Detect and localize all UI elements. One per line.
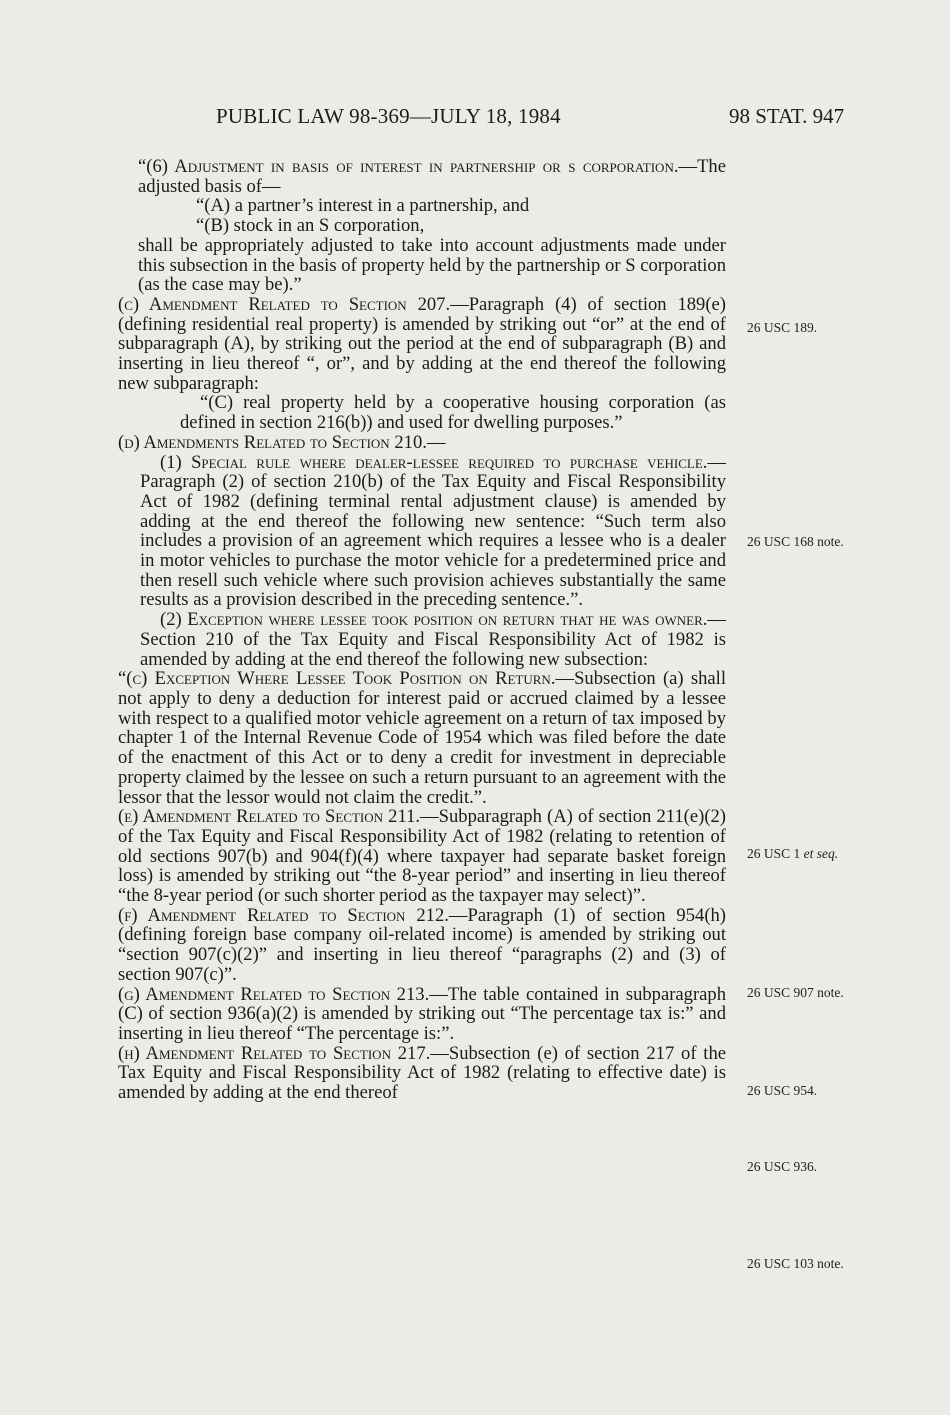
subsection-heading: (f) Amendment Related to Section 212. xyxy=(118,904,449,926)
paragraph-heading: “(6) Adjustment in basis of interest in partnership or s corporation. xyxy=(138,156,679,177)
subparagraph-b: “(B) stock in an S corporation, xyxy=(196,215,425,237)
margin-note-usc-936: 26 USC 936. xyxy=(747,1159,818,1174)
subsection-heading: (g) Amendment Related to Section 213. xyxy=(118,983,430,1005)
margin-note-usc-1 xyxy=(747,846,838,862)
subparagraph-a: “(A) a partner’s interest in a partnership, and xyxy=(196,195,530,217)
body-text xyxy=(118,157,726,1103)
statute-page-number: 98 STAT. 947 xyxy=(729,104,845,128)
subsection-heading: (e) Amendment Related to Section 211. xyxy=(118,806,421,828)
subsection-text: —Subparagraph (A) of section 211(e)(2) of the Tax Equity and Fiscal Responsibility Act of 1982 (relating to retention of old sections 907(b) and 904(f)(4) where taxpayer had separate basket foreign loss) is amended by striking out “the 8-year period” and inserting in lieu thereof “the 8-year period (or such shorter period as the taxpayer may select)”. xyxy=(118,806,726,907)
margin-note-italic: et seq. xyxy=(803,846,839,861)
margin-note-usc-103: 26 USC 103 note. xyxy=(747,1256,844,1271)
subsection-heading: (h) Amendment Related to Section 217. xyxy=(118,1042,431,1064)
subsection-text: —Paragraph (4) of section 189(e) (defining residential real property) is amended by striking out “or” at the end of subparagraph (A), by striking out the period at the end of subparagraph (B) and inserting in lieu thereof “, or”, and by adding at the end thereof the following new subparagraph: xyxy=(118,293,726,394)
subsection-text: — xyxy=(426,431,446,453)
page-header xyxy=(0,104,950,136)
subsection-text: —Paragraph (1) of section 954(h) (defining foreign base company oil-related income) is amended by striking out “section 907(c)(2)” and inserting in lieu thereof “paragraphs (2) and (3) of section 907(c)”. xyxy=(118,904,726,985)
subsection-c xyxy=(118,295,726,394)
subsection-h xyxy=(118,1044,726,1103)
margin-note-text: 26 USC 1 xyxy=(747,846,801,861)
flush-text: shall be appropriately adjusted to take into account adjustments made under this subsection in the basis of property held by the partnership or S corporation (as the case may be).” xyxy=(138,234,726,296)
subsection-text: —Subsection (e) of section 217 of the Tax Equity and Fiscal Responsibility Act of 1982 (relating to effective date) is amended by adding at the end thereof xyxy=(118,1042,726,1104)
paragraph-6 xyxy=(118,157,726,196)
subsection-d xyxy=(118,433,726,453)
paragraph-d-2 xyxy=(118,610,726,669)
subsection-heading: “(c) Exception Where Lessee Took Position on Return. xyxy=(118,668,556,690)
margin-note-usc-907: 26 USC 907 note. xyxy=(747,985,844,1000)
subsection-text: —Subsection (a) shall not apply to deny a deduction for interest paid or accrued claimed by a lessee with respect to a qualified motor vehicle agreement on a return of tax imposed by chapter 1 of the Internal Revenue Code of 1954 which was filed before the date of the enactment of this Act or to deny a credit for investment in depreciable property claimed by the lessee on such a return pursuant to an agreement with the lessor that the lessor would not claim the credit.”. xyxy=(118,668,727,808)
margin-note-usc-189: 26 USC 189. xyxy=(747,320,818,335)
quoted-subparagraph-c: “(C) real property held by a cooperative housing corporation (as defined in section 216(b)) and used for dwelling purposes.” xyxy=(180,392,726,434)
margin-note-usc-168: 26 USC 168 note. xyxy=(747,534,844,549)
subsection-g xyxy=(118,985,726,1044)
subsection-heading: (d) Amendments Related to Section 210. xyxy=(118,431,427,453)
paragraph-text: —The adjusted basis of— xyxy=(138,156,726,197)
subsection-heading: (c) Amendment Related to Section 207. xyxy=(118,293,451,315)
paragraph-heading: (2) Exception where lessee took position on return that he was owner. xyxy=(160,609,708,631)
paragraph-d-1 xyxy=(118,453,726,611)
paragraph-heading: (1) Special rule where dealer-lessee required to purchase vehicle. xyxy=(160,451,708,473)
paragraph-text: —Paragraph (2) of section 210(b) of the Tax Equity and Fiscal Responsibility Act of 1982 (defining terminal rental adjustment clause) is amended by adding at the end thereof the following new sentence: “Such term also includes a provision of an agreement which requires a lessee who is a dealer in motor vehicles to purchase the motor vehicle for a predetermined price and then resell such vehicle where such provision achieves substantially the same results as a provision described in the preceding sentence.”. xyxy=(140,451,726,611)
page-title: PUBLIC LAW 98-369—JULY 18, 1984 xyxy=(216,104,561,128)
subsection-f xyxy=(118,906,726,985)
quoted-subsection-c xyxy=(118,669,726,807)
subsection-e xyxy=(118,807,726,906)
paragraph-text: —Section 210 of the Tax Equity and Fiscal Responsibility Act of 1982 is amended by adding at the end thereof the following new subsection: xyxy=(140,609,726,670)
subsection-text: —The table contained in subparagraph (C) of section 936(a)(2) is amended by striking out “The percentage tax is:” and inserting in lieu thereof “The percentage is:”. xyxy=(118,983,726,1044)
margin-note-usc-954: 26 USC 954. xyxy=(747,1083,818,1098)
